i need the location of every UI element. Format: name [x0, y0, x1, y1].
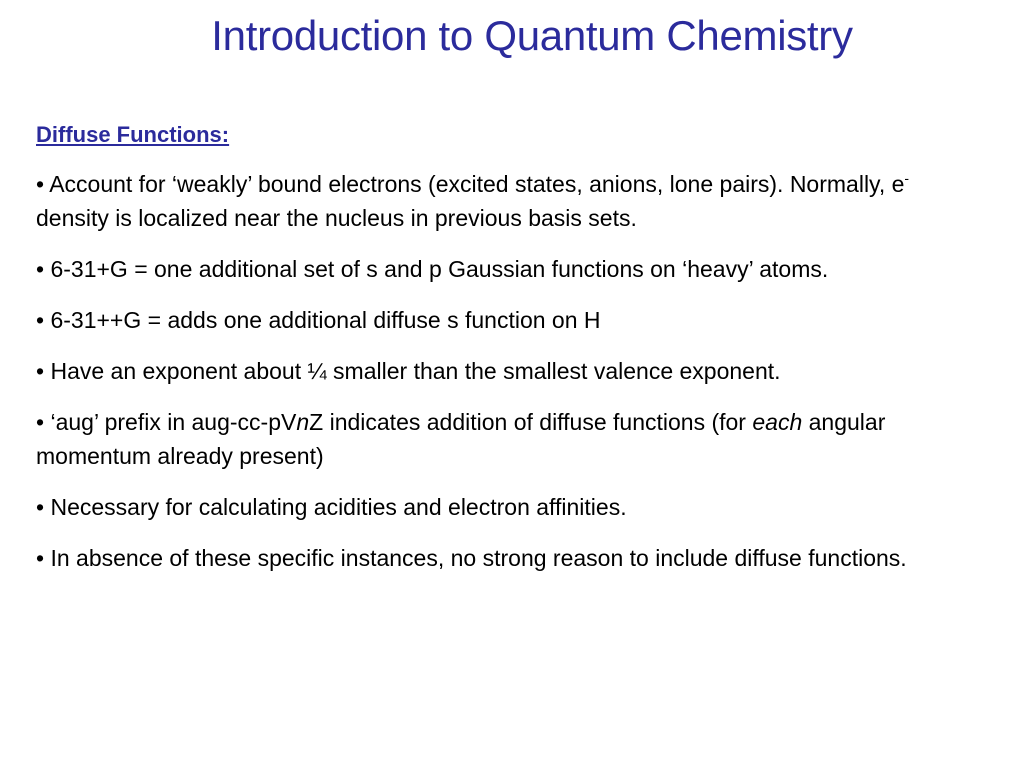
bullet-list	[36, 167, 936, 575]
bullet-text: In absence of these specific instances, no strong reason to include diffuse functions.	[50, 545, 907, 571]
bullet-text: 6-31+G = one additional set of s and p Gaussian functions on ‘heavy’ atoms.	[50, 256, 829, 282]
italic-n: n	[296, 409, 310, 435]
bullet-item-acidities	[36, 490, 936, 524]
bullet-item-6-31-plus-g	[36, 252, 936, 286]
bullet-marker: •	[36, 256, 45, 282]
bullet-marker: •	[36, 358, 45, 384]
bullet-text-end: angular momentum already present)	[36, 409, 886, 469]
italic-each: each	[752, 409, 803, 435]
bullet-text: Account for ‘weakly’ bound electrons (excited states, anions, lone pairs). Normally, e	[49, 171, 905, 197]
bullet-marker: •	[36, 545, 45, 571]
bullet-marker: •	[36, 171, 45, 197]
bullet-marker: •	[36, 494, 45, 520]
bullet-marker: •	[36, 307, 45, 333]
bullet-item-exponent	[36, 354, 936, 388]
bullet-marker: •	[36, 409, 45, 435]
bullet-text-continued: Z indicates addition of diffuse functions (for	[309, 409, 753, 435]
superscript-minus: -	[904, 170, 910, 186]
bullet-text-continued: density is localized near the nucleus in previous basis sets.	[36, 205, 637, 231]
bullet-item-aug-prefix	[36, 405, 936, 473]
bullet-text: Necessary for calculating acidities and electron affinities.	[50, 494, 627, 520]
bullet-text: Have an exponent about ¼ smaller than the smallest valence exponent.	[50, 358, 781, 384]
slide-title: Introduction to Quantum Chemistry	[211, 12, 853, 59]
bullet-item-weakly-bound	[36, 167, 936, 235]
bullet-text: ‘aug’ prefix in aug-cc-pV	[50, 409, 297, 435]
bullet-item-absence	[36, 541, 936, 575]
bullet-text: 6-31++G = adds one additional diffuse s function on H	[50, 307, 601, 333]
section-heading: Diffuse Functions:	[36, 122, 230, 147]
bullet-item-6-31-plus-plus-g	[36, 303, 936, 337]
